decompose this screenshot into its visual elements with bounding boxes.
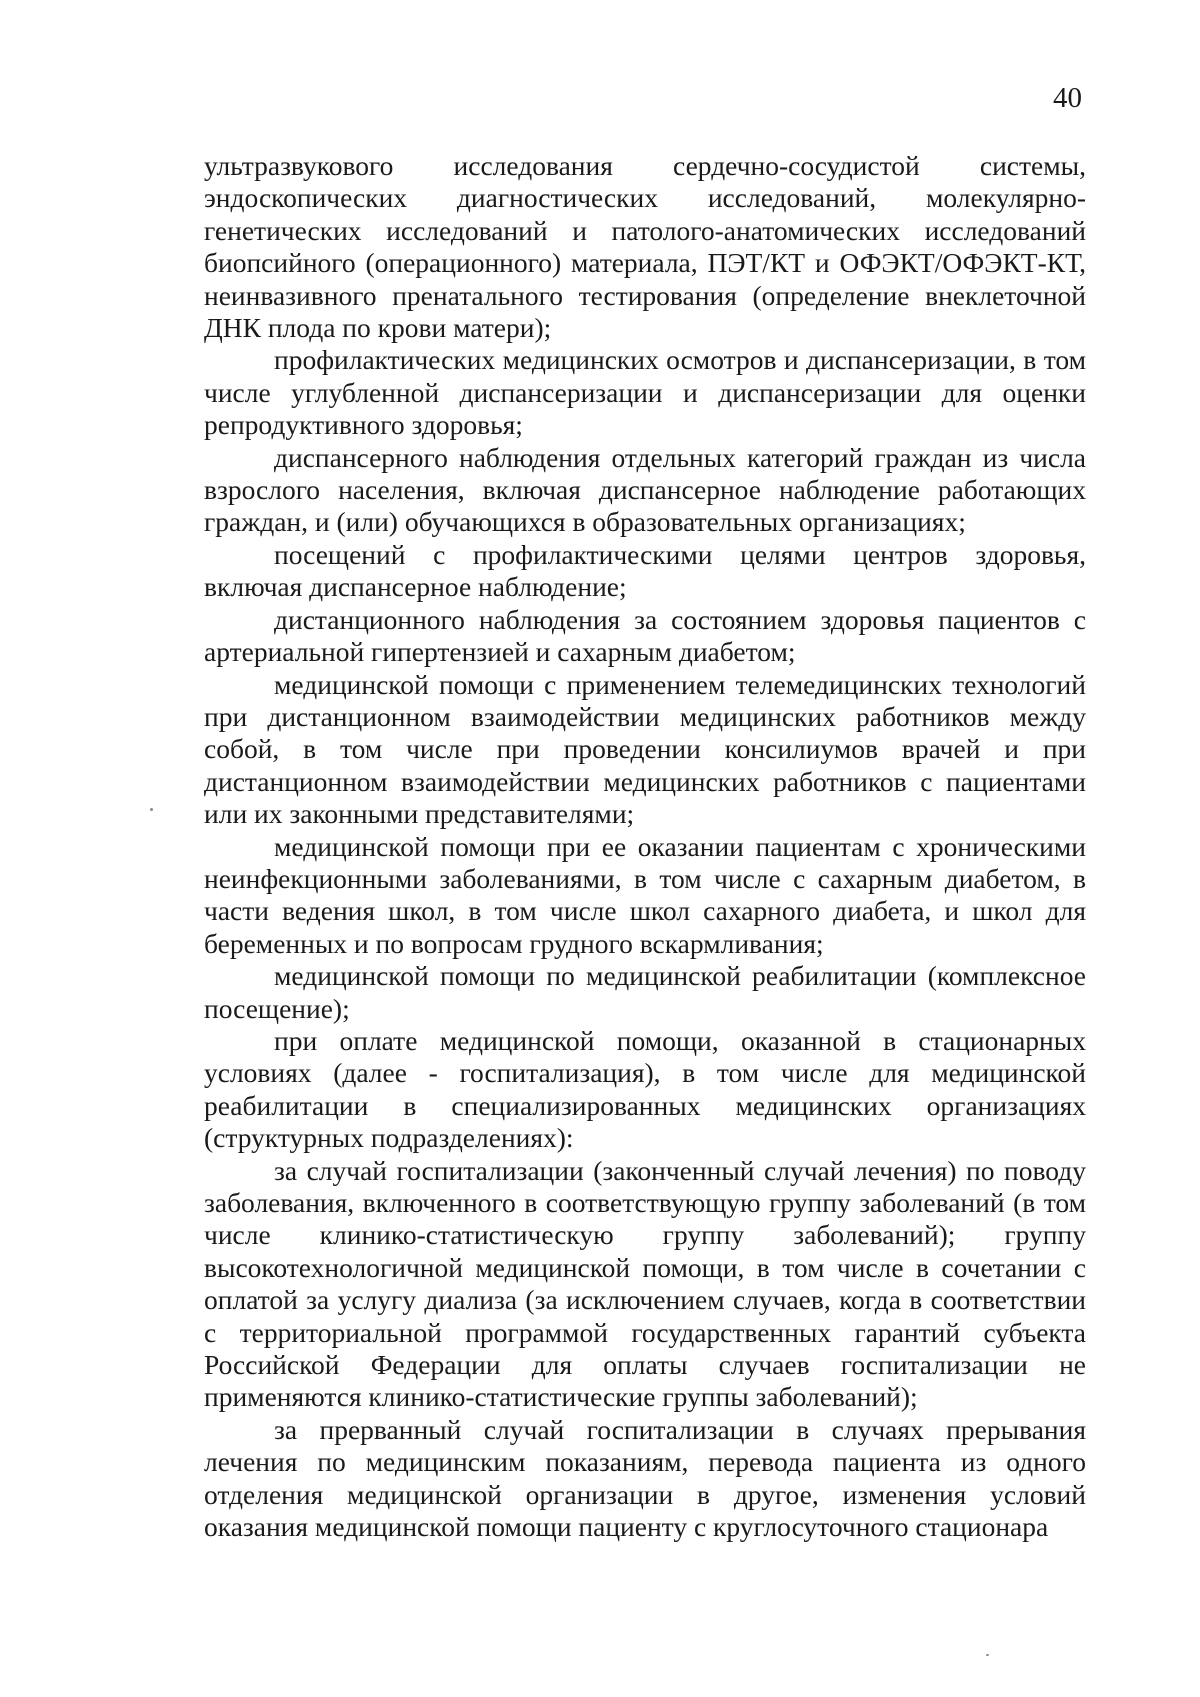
paragraph-interrupted-hospitalization: за прерванный случай госпитализации в случаях прерывания лечения по медицинским показаниям, перевода пациента из одного отделения медицинской организации в другое, изменения условий оказания медицинской помощи пациенту с круглосуточного стационара [204, 1413, 1086, 1543]
scan-speck-bottom [986, 1654, 989, 1656]
paragraph-health-center-visits: посещений с профилактическими целями центров здоровья, включая диспансерное наблюдение; [204, 538, 1086, 603]
scan-speck-left [150, 808, 153, 811]
paragraph-completed-hospitalization: за случай госпитализации (законченный случай лечения) по поводу заболевания, включенного в соответствующую группу заболеваний (в том числе клинико-статистическую группу заболеваний); группу высокотехнологичной медицинской помощи, в том числе в сочетании с оплатой за услугу диализа (за исключением случаев, когда в соответствии с территориальной программой государственных гарантий субъекта Российской Федерации для оплаты случаев госпитализации не применяются клинико-статистические группы заболеваний); [204, 1154, 1086, 1413]
paragraph-ultrasound-diagnostics: ультразвукового исследования сердечно-сосудистой системы, эндоскопических диагностических исследований, молекулярно-генетических исследований и патолого-анатомических исследований биопсийного (операционного) материала, ПЭТ/КТ и ОФЭКТ/ОФЭКТ-КТ, неинвазивного пренатального тестирования (определение внеклеточной ДНК плода по крови матери); [204, 150, 1086, 344]
page-number: 40 [1053, 82, 1082, 114]
paragraph-dispensary-observation: диспансерного наблюдения отдельных категорий граждан из числа взрослого населения, включая диспансерное наблюдение работающих граждан, и (или) обучающихся в образовательных организациях; [204, 441, 1086, 538]
paragraph-chronic-disease-schools: медицинской помощи при ее оказании пациентам с хроническими неинфекционными заболеваниями, в том числе с сахарным диабетом, в части ведения школ, в том числе школ сахарного диабета, и школ для беременных и по вопросам грудного вскармливания; [204, 830, 1086, 959]
document-body [204, 150, 1086, 1543]
paragraph-remote-monitoring: дистанционного наблюдения за состоянием здоровья пациентов с артериальной гипертензией и сахарным диабетом; [204, 603, 1086, 668]
paragraph-preventive-exams: профилактических медицинских осмотров и диспансеризации, в том числе углубленной диспансеризации и диспансеризации для оценки репродуктивного здоровья; [204, 344, 1086, 441]
paragraph-rehabilitation-visit: медицинской помощи по медицинской реабилитации (комплексное посещение); [204, 960, 1086, 1024]
paragraph-inpatient-payment: при оплате медицинской помощи, оказанной в стационарных условиях (далее - госпитализация), в том числе для медицинской реабилитации в специализированных медицинских организациях (структурных подразделениях): [204, 1024, 1086, 1154]
paragraph-telemedicine: медицинской помощи с применением телемедицинских технологий при дистанционном взаимодействии медицинских работников между собой, в том числе при проведении консилиумов врачей и при дистанционном взаимодействии медицинских работников с пациентами или их законными представителями; [204, 668, 1086, 830]
